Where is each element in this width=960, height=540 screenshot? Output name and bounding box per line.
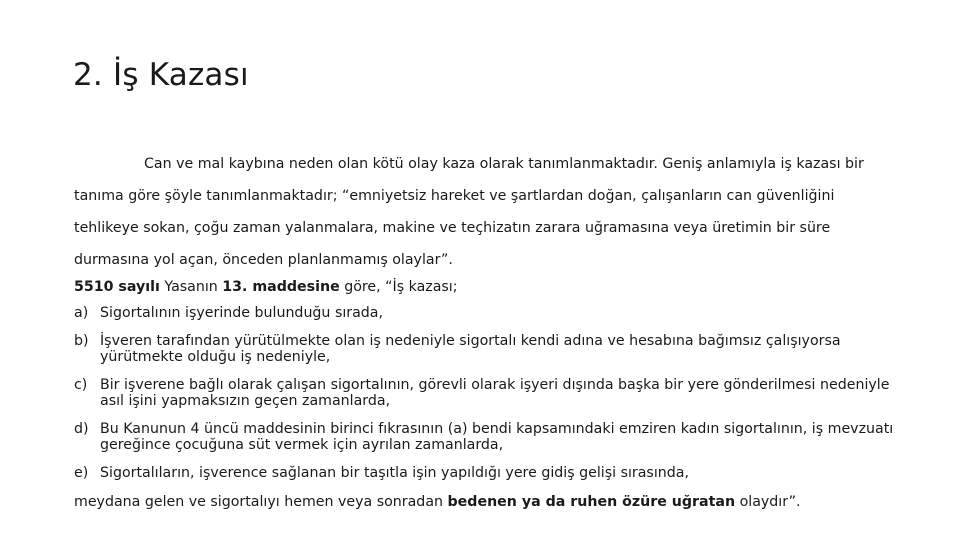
closing-sentence (74, 493, 894, 512)
list-item-text: İşveren tarafından yürütülmekte olan iş nedeniyle sigortalı kendi adına ve hesabına bağımsız çalışıyorsa yürütmekte olduğu iş nedeniyle, (100, 333, 841, 365)
law-article: 13. maddesine (222, 279, 340, 295)
list-marker: a) (74, 305, 89, 321)
law-reference-mid: Yasanın (159, 279, 223, 295)
intro-text: Can ve mal kaybına neden olan kötü olay kaza olarak tanımlanmaktadır. Geniş anlamıyla iş kazası bir tanıma göre şöyle tanımlanmaktadır; “emniyetsiz hareket ve şartlardan doğan, çalışanların can güvenliğini tehlikeye sokan, çoğu zaman yalanmalara, makine ve teçhizatın zarara uğramasına veya üretimin bir süre durmasına yol açan, önceden planlanmamış olaylar”. (74, 156, 864, 268)
list-item-text: Sigortalıların, işverence sağlanan bir taşıtla işin yapıldığı yere gidiş gelişi sırasında, (100, 465, 689, 481)
list-marker: d) (74, 421, 89, 437)
list-item (74, 465, 894, 481)
closing-end: olaydır”. (735, 494, 801, 510)
closing-emphasis: bedenen ya da ruhen özüre uğratan (447, 494, 736, 510)
intro-paragraph (74, 148, 894, 276)
slide-title: 2. İş Kazası (73, 57, 249, 93)
list-item-text: Sigortalının işyerinde bulunduğu sırada, (100, 305, 384, 321)
list-item-text: Bir işverene bağlı olarak çalışan sigortalının, görevli olarak işyeri dışında başka bir yere gönderilmesi nedeniyle asıl işini yapmaksızın geçen zamanlarda, (100, 377, 890, 409)
law-reference (74, 278, 894, 297)
closing-start: meydana gelen ve sigortalıyı hemen veya sonradan (74, 494, 448, 510)
list-item (74, 305, 894, 321)
law-number: 5510 sayılı (74, 279, 160, 295)
slide-body (74, 148, 894, 512)
list-item-text: Bu Kanunun 4 üncü maddesinin birinci fıkrasının (a) bendi kapsamındaki emziren kadın sigortalının, iş mevzuatı gereğince çocuğuna süt vermek için ayrılan zamanlarda, (100, 421, 894, 453)
list-marker: c) (74, 377, 88, 393)
definition-list (74, 305, 894, 481)
list-marker: e) (74, 465, 89, 481)
list-item (74, 333, 894, 365)
list-item (74, 421, 894, 453)
law-reference-tail: göre, “İş kazası; (339, 279, 458, 295)
list-item (74, 377, 894, 409)
list-marker: b) (74, 333, 89, 349)
